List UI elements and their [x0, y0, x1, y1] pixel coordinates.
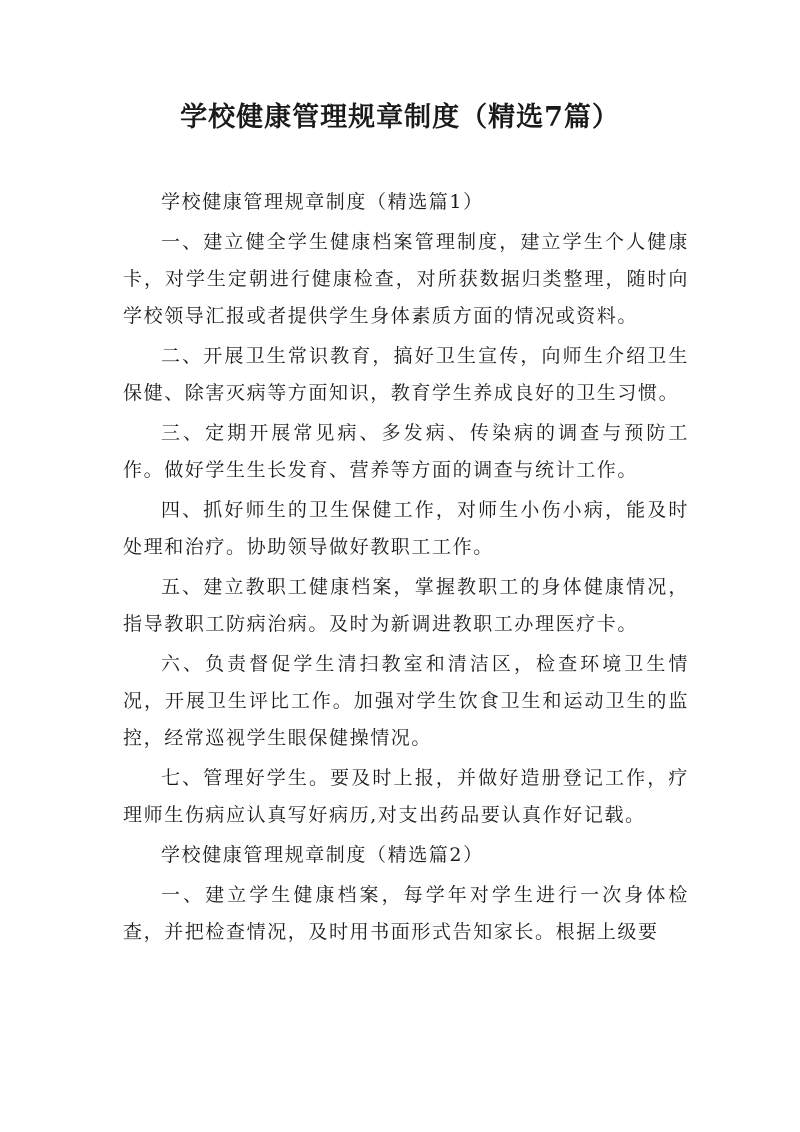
paragraph: 一、建立健全学生健康档案管理制度，建立学生个人健康卡，对学生定朝进行健康检查，对所获数据归类整理，随时向学校领导汇报或者提供学生身体素质方面的情况或资料。 [123, 231, 689, 327]
document-title: 学校健康管理规章制度（精选7篇） [180, 102, 620, 133]
section-heading: 学校健康管理规章制度（精选篇2） [161, 844, 484, 866]
paragraph: 二、开展卫生常识教育，搞好卫生宣传，向师生介绍卫生保健、除害灭病等方面知识，教育学生养成良好的卫生习惯。 [123, 345, 689, 404]
document-body [123, 184, 689, 951]
section-heading: 学校健康管理规章制度（精选篇1） [161, 191, 484, 213]
paragraph: 一、建立学生健康档案，每学年对学生进行一次身体检查，并把检查情况，及时用书面形式告知家长。根据上级要 [123, 884, 689, 943]
paragraph: 六、负责督促学生清扫教室和清洁区，检查环境卫生情况，开展卫生评比工作。加强对学生饮食卫生和运动卫生的监控，经常巡视学生眼保健操情况。 [123, 653, 689, 749]
paragraph: 四、抓好师生的卫生保健工作，对师生小伤小病，能及时处理和治疗。协助领导做好教职工工作。 [123, 499, 689, 558]
paragraph: 三、定期开展常见病、多发病、传染病的调查与预防工作。做好学生生长发育、营养等方面的调查与统计工作。 [123, 422, 689, 481]
paragraph: 五、建立教职工健康档案，掌握教职工的身体健康情况，指导教职工防病治病。及时为新调进教职工办理医疗卡。 [123, 576, 689, 635]
paragraph: 七、管理好学生。要及时上报，并做好造册登记工作，疗理师生伤病应认真写好病历,对支出药品要认真作好记载。 [123, 767, 689, 826]
